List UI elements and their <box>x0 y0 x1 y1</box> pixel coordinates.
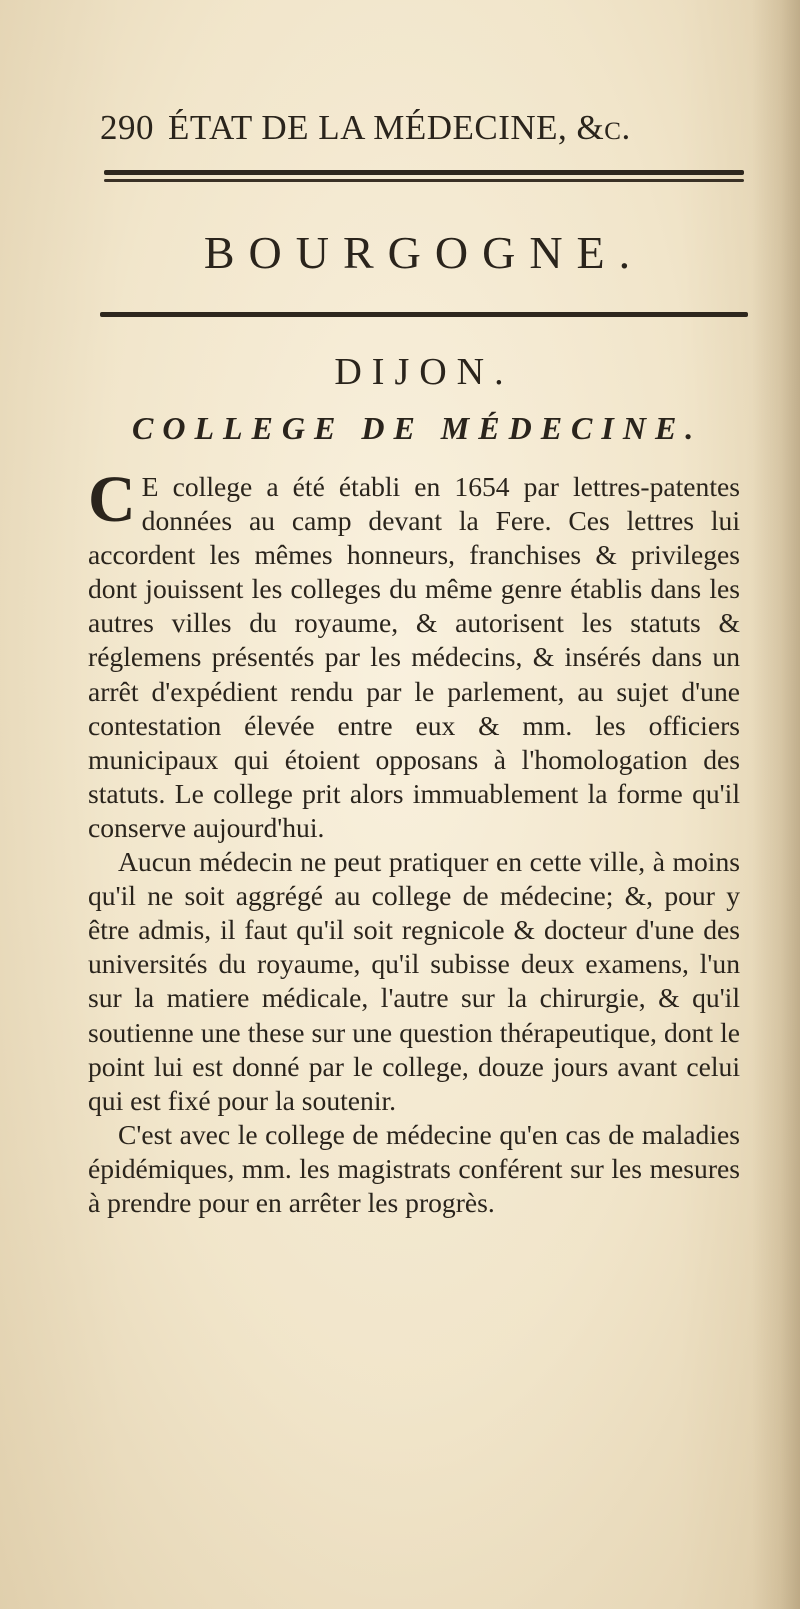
institution-heading: COLLEGE DE MÉDECINE. <box>132 410 703 446</box>
paragraph-3: C'est avec le college de médecine qu'en cas de maladies épidémiques, mm. les magistrats conférent sur les mesures à prendre pour en arrêter les progrès. <box>88 1118 740 1218</box>
drop-cap: C <box>88 463 136 536</box>
section-rule <box>100 312 748 317</box>
header-double-rule <box>104 170 744 184</box>
running-title: ÉTAT DE LA MÉDECINE, &c. <box>168 108 631 147</box>
paragraph-1-text: college a été établi en 1654 par lettres-patentes données au camp devant la Fere. Ces lettres lui accordent les mêmes honneurs, franchises & privileges dont jouissent les colleges du même genre établis dans les autres villes du royaume, & autorisent les statuts & réglemens présentés par les médecins, & insérés dans un arrêt d'expédient rendu par le parlement, au sujet d'une contestation élevée entre eux & mm. les officiers municipaux qui étoient opposans à l'homologation des statuts. Le college prit alors immuablement la forme qu'il conserve aujourd'hui. <box>88 471 740 843</box>
page-edge-shadow <box>752 0 800 1609</box>
paragraph-2: Aucun médecin ne peut pratiquer en cette ville, à moins qu'il ne soit aggrégé au college de médecine; &, pour y être admis, il faut qu'il soit regnicole & docteur d'une des universités du royaume, qu'il subisse deux examens, l'un sur la matiere médicale, l'autre sur la chirurgie, & qu'il soutienne une these sur une question thérapeutique, dont le point lui est donné par le college, douze jours avant celui qui est fixé pour la soutenir. <box>88 846 740 1116</box>
section-title: BOURGOGNE. <box>203 227 645 278</box>
page-number: 290 <box>100 108 154 147</box>
first-word-rest: E <box>141 471 159 502</box>
body-text <box>88 463 740 1220</box>
city-heading: DIJON. <box>334 351 514 393</box>
running-head <box>100 108 740 148</box>
paragraph-1 <box>88 463 740 845</box>
